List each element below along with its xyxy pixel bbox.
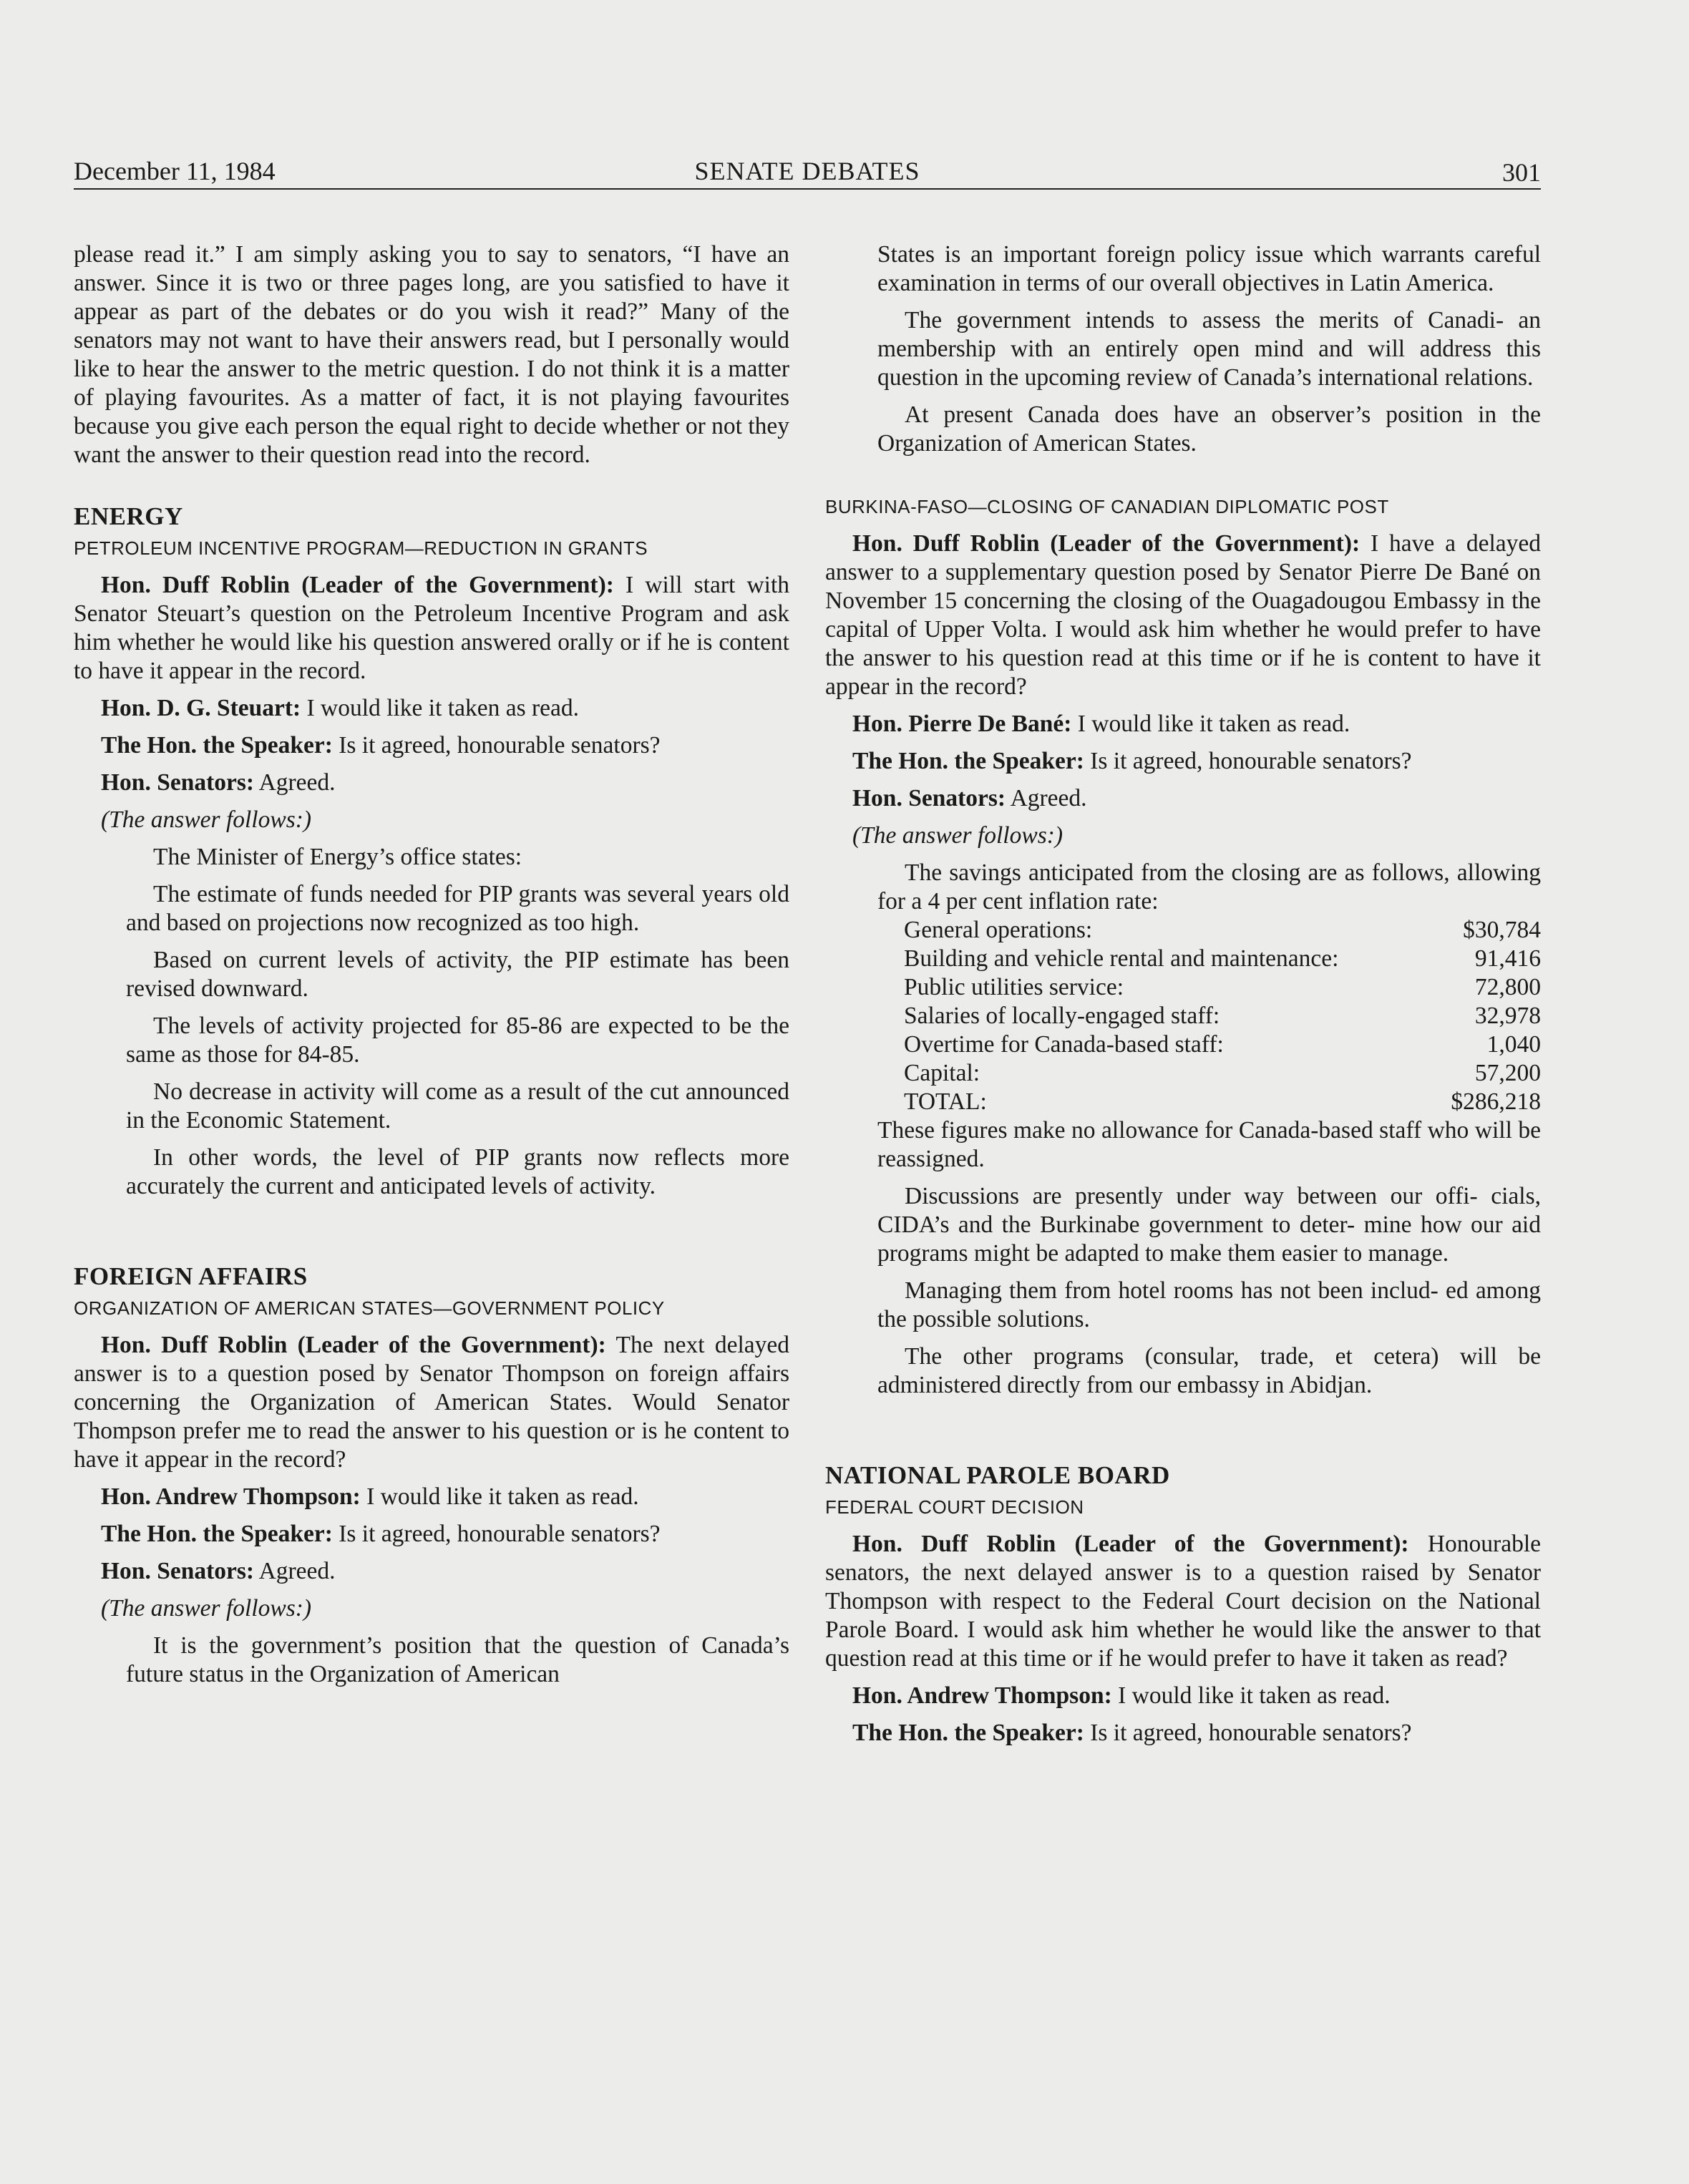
speech-text: Is it agreed, honourable senators? [332, 1521, 661, 1547]
speech-text: I would like it taken as read. [360, 1483, 639, 1510]
savings-row [904, 945, 1541, 973]
burkina-answer-line: The savings anticipated from the closing are as follows, allowing for a 4 per cent inflation rate: [877, 859, 1541, 915]
foreign-answer-line: It is the government’s position that the question of Canada’s future status in the Organization of American [126, 1632, 789, 1687]
speech-text: The next delayed answer is to a question posed by Senator Thompson on foreign affairs concerning the Organization of American States. Would Senator Thompson prefer me to read the answer to his question or is he content to have it appear in the record? [74, 1332, 789, 1473]
savings-row [904, 973, 1541, 1002]
speaker-name: Hon. Andrew Thompson: [101, 1483, 361, 1510]
energy-roblin-paragraph [74, 571, 789, 686]
burkina-answer-line: Discussions are presently under way between our offi- cials, CIDA’s and the Burkinabe government to deter- mine how our aid programs might be adapted to make them easier to manage. [877, 1183, 1541, 1267]
savings-item: TOTAL: [904, 1088, 987, 1115]
page-header [74, 153, 1541, 189]
burkina-roblin-paragraph [825, 530, 1541, 701]
speech-text: Honourable senators, the next delayed answer is to a question raised by Senator Thompson with respect to the Federal Court decision on the National Parole Board. I would ask him whether he would like the answer to that question read at this time or if he would prefer to have it taken as read? [825, 1531, 1541, 1672]
foreign-thompson-paragraph [74, 1483, 789, 1511]
speaker-name: Hon. Senators: [852, 785, 1006, 811]
savings-table [904, 916, 1541, 1116]
foreign-affairs-heading: FOREIGN AFFAIRS [74, 1262, 308, 1290]
foreign-roblin-paragraph [74, 1331, 789, 1474]
speaker-name: Hon. Andrew Thompson: [852, 1682, 1112, 1709]
foreign-answer-line: The government intends to assess the merits of Canadi- an membership with an entirely open mind and will address this question in the upcoming review of Canada’s international relations. [877, 307, 1541, 391]
burkina-answer-line: The other programs (consular, trade, et cetera) will be administered directly from our embassy in Abidjan. [877, 1343, 1541, 1398]
parole-heading: NATIONAL PAROLE BOARD [825, 1461, 1170, 1489]
burkina-senators-paragraph [825, 784, 1541, 813]
savings-amount: 1,040 [1486, 1031, 1541, 1058]
speech-text: Is it agreed, honourable senators? [332, 732, 661, 759]
burkina-speaker-paragraph [825, 747, 1541, 776]
savings-amount: 57,200 [1474, 1060, 1541, 1086]
speaker-name: Hon. Pierre De Bané: [852, 711, 1072, 737]
savings-row [904, 1088, 1541, 1116]
speech-text: Agreed. [254, 769, 336, 796]
speech-text: I would like it taken as read. [301, 695, 580, 721]
header-title: SENATE DEBATES [694, 157, 920, 185]
left-column [74, 240, 789, 1689]
speech-text: I would like it taken as read. [1111, 1682, 1391, 1709]
savings-item: Capital: [904, 1060, 980, 1086]
savings-row [904, 1059, 1541, 1088]
energy-answer-line: The estimate of funds needed for PIP grants was several years old and based on projections now recognized as too high. [126, 881, 789, 936]
savings-amount: 32,978 [1474, 1003, 1541, 1029]
parole-roblin-paragraph [825, 1530, 1541, 1673]
speaker-name: The Hon. the Speaker: [852, 748, 1084, 774]
savings-item: Overtime for Canada-based staff: [904, 1031, 1224, 1058]
header-date: December 11, 1984 [74, 157, 276, 185]
foreign-answer-follows: (The answer follows:) [101, 1595, 312, 1622]
speaker-name: Hon. Senators: [101, 769, 255, 796]
savings-item: Salaries of locally-engaged staff: [904, 1003, 1220, 1029]
speech-text: I have a delayed answer to a supplementary question posed by Senator Pierre De Bané on November 15 concerning the closing of the Ouagadougou Embassy in the capital of Upper Volta. I would ask him whether he would prefer to have the answer to his question read at this time or if he is content to have it appear in the record? [825, 530, 1541, 700]
energy-answer-line: In other words, the level of PIP grants now reflects more accurately the current and anticipated levels of activity. [126, 1144, 789, 1199]
savings-amount: 91,416 [1474, 945, 1541, 972]
energy-answer-follows: (The answer follows:) [101, 806, 312, 833]
savings-item: General operations: [904, 917, 1093, 943]
energy-steuart-paragraph [74, 694, 789, 723]
energy-answer-line: The levels of activity projected for 85-86 are expected to be the same as those for 84-85. [126, 1013, 789, 1068]
foreign-answer-line: At present Canada does have an observer’s position in the Organization of American States. [877, 401, 1541, 457]
savings-row [904, 1002, 1541, 1030]
foreign-senators-paragraph [74, 1557, 789, 1586]
right-column [825, 240, 1541, 1747]
speech-text: Agreed. [1006, 785, 1087, 811]
savings-item: Public utilities service: [904, 974, 1124, 1000]
speaker-name: Hon. Duff Roblin (Leader of the Government): [852, 530, 1361, 557]
savings-item: Building and vehicle rental and maintenance: [904, 945, 1339, 972]
speech-text: Is it agreed, honourable senators? [1084, 748, 1412, 774]
burkina-answer-follows: (The answer follows:) [852, 822, 1063, 849]
parole-thompson-paragraph [825, 1682, 1541, 1710]
speaker-name: The Hon. the Speaker: [101, 732, 333, 759]
savings-row [904, 1030, 1541, 1059]
speaker-name: The Hon. the Speaker: [852, 1720, 1084, 1746]
burkina-subheading: BURKINA-FASO—CLOSING OF CANADIAN DIPLOMATIC POST [825, 496, 1389, 517]
energy-subheading: PETROLEUM INCENTIVE PROGRAM—REDUCTION IN GRANTS [74, 537, 648, 559]
foreign-speaker-paragraph [74, 1520, 789, 1549]
intro-paragraph: please read it.” I am simply asking you to say to senators, “I have an answer. Since it is two or three pages long, are you satisfied to have it appear as part of the debates or do you wish it read?” Many of the senators may not want to have their answers read, but I personally would like to hear the answer to the metric question. I do not think it is a matter of playing favourites. As a matter of fact, it is not playing favourites because you give each person the equal right to decide whether or not they want the answer to their question read into the record. [74, 241, 789, 468]
foreign-affairs-subheading: ORGANIZATION OF AMERICAN STATES—GOVERNMENT POLICY [74, 1297, 665, 1319]
speech-text: Agreed. [254, 1558, 336, 1584]
speaker-name: Hon. D. G. Steuart: [101, 695, 301, 721]
energy-answer-line: Based on current levels of activity, the PIP estimate has been revised downward. [126, 947, 789, 1002]
speech-text: I will start with Senator Steuart’s question on the Petroleum Incentive Program and ask him whether he would like his question answered orally or if he is content to have it appear in the record. [74, 572, 789, 684]
speech-text: I would like it taken as read. [1071, 711, 1350, 737]
savings-amount: 72,800 [1474, 974, 1541, 1000]
parole-speaker-paragraph [825, 1719, 1541, 1747]
foreign-answer-continued: States is an important foreign policy issue which warrants careful examination in terms of our overall objectives in Latin America. [877, 241, 1541, 296]
speech-text: Is it agreed, honourable senators? [1084, 1720, 1412, 1746]
energy-speaker-paragraph [74, 731, 789, 760]
burkina-answer-line: Managing them from hotel rooms has not been includ- ed among the possible solutions. [877, 1277, 1541, 1332]
page-number: 301 [1502, 158, 1541, 187]
savings-amount: $30,784 [1463, 917, 1541, 943]
parole-subheading: FEDERAL COURT DECISION [825, 1496, 1084, 1518]
burkina-answer-line: These figures make no allowance for Canada-based staff who will be reassigned. [877, 1117, 1541, 1172]
energy-heading: ENERGY [74, 502, 183, 530]
energy-answer-line: The Minister of Energy’s office states: [153, 844, 522, 870]
header-rule [74, 188, 1541, 190]
speaker-name: Hon. Duff Roblin (Leader of the Government): [101, 1332, 606, 1358]
energy-senators-paragraph [74, 769, 789, 797]
burkina-debane-paragraph [825, 710, 1541, 738]
savings-row [904, 916, 1541, 945]
speaker-name: Hon. Duff Roblin (Leader of the Government): [101, 572, 614, 598]
speaker-name: Hon. Senators: [101, 1558, 255, 1584]
savings-amount: $286,218 [1451, 1088, 1541, 1115]
speaker-name: Hon. Duff Roblin (Leader of the Government): [852, 1531, 1409, 1557]
energy-answer-line: No decrease in activity will come as a result of the cut announced in the Economic Statement. [126, 1078, 789, 1134]
speaker-name: The Hon. the Speaker: [101, 1521, 333, 1547]
